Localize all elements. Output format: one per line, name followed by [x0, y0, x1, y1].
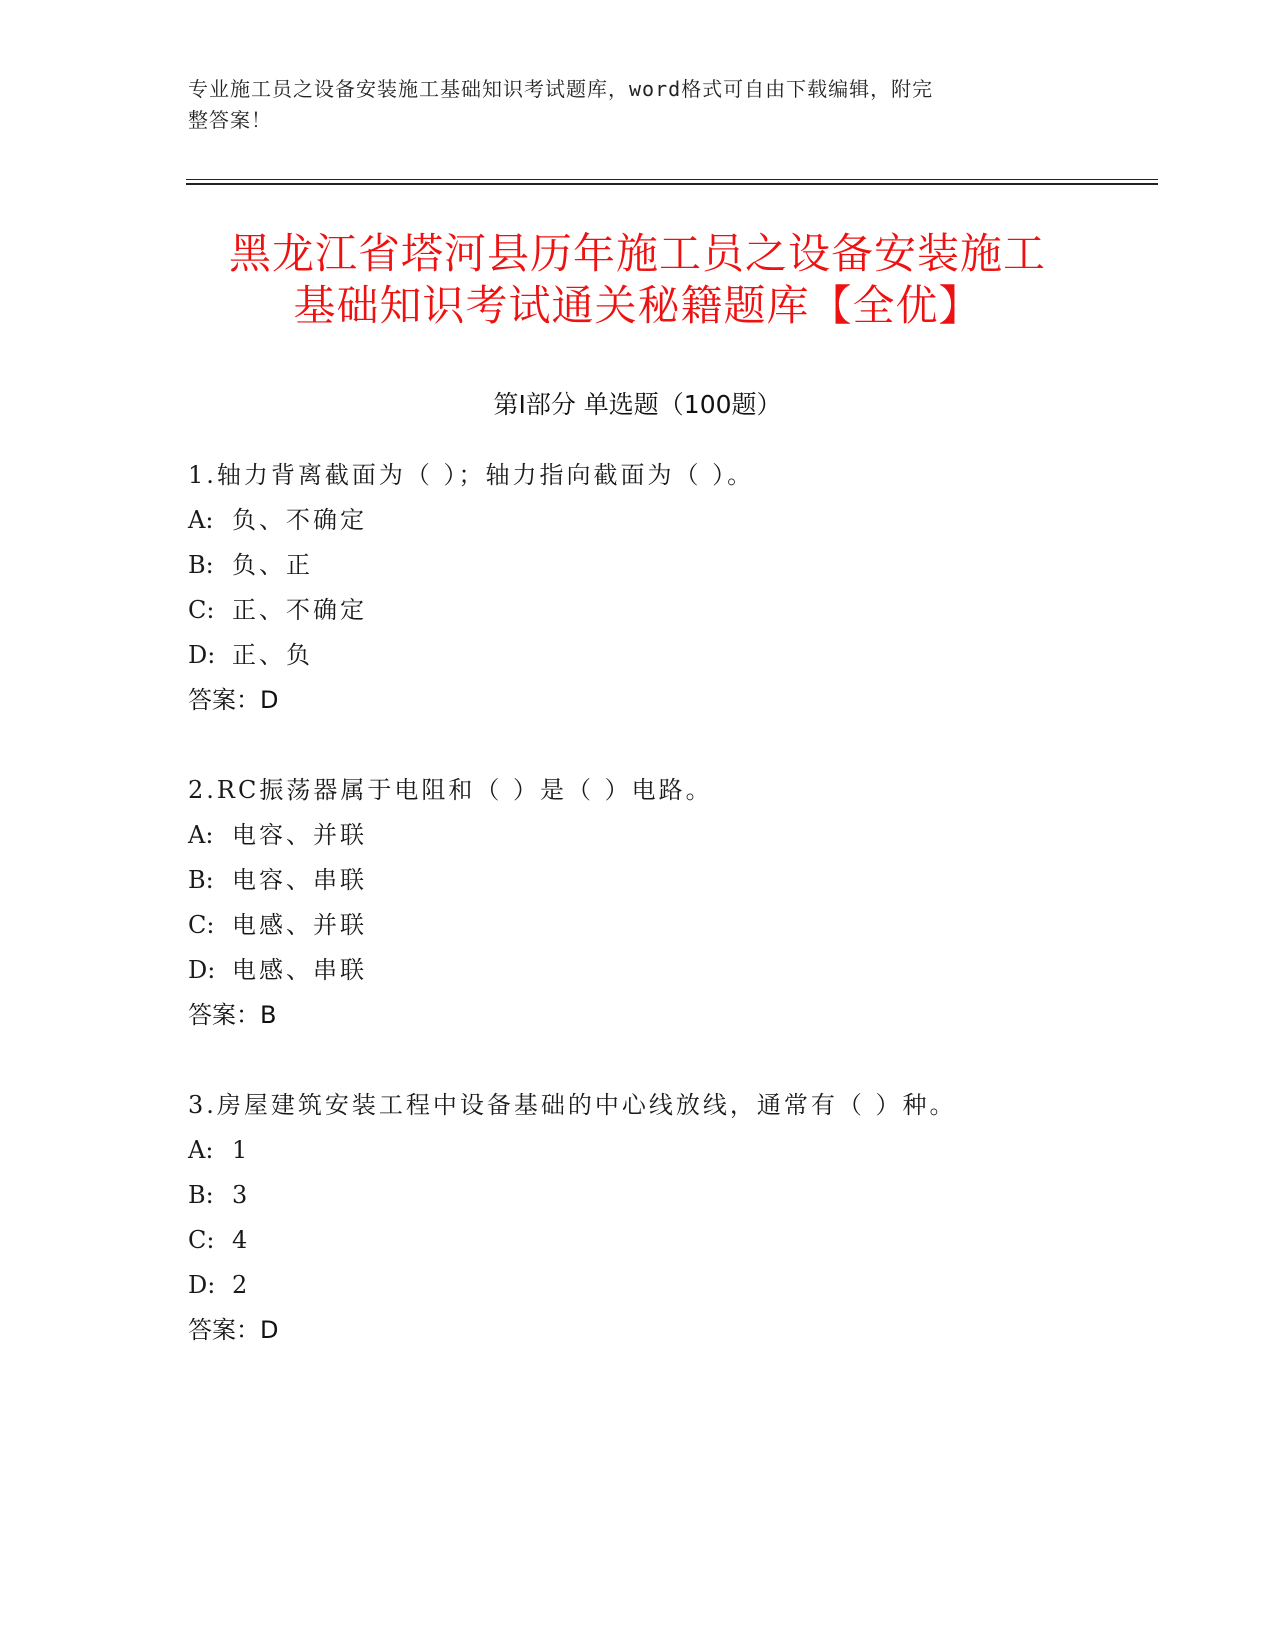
option-letter: D: [188, 641, 216, 669]
option-text: 3 [232, 1181, 251, 1209]
header-note-line-1: 专业施工员之设备安装施工基础知识考试题库，word格式可自由下载编辑，附完 [188, 77, 934, 101]
document-title-line-2: 基础知识考试通关秘籍题库【全优】 [293, 281, 982, 330]
option-letter: D: [188, 956, 216, 984]
question-answer: 答案：D [188, 1316, 279, 1344]
header-note-line-2: 整答案！ [188, 108, 272, 132]
header-divider-thin [186, 179, 1158, 180]
question-option-d [188, 948, 1088, 993]
question-option-d [188, 1263, 1088, 1308]
section-heading: 第Ⅰ部分 单选题（100题） [493, 390, 782, 419]
header-divider-thick [186, 183, 1158, 185]
option-text: 正、负 [232, 641, 313, 669]
option-letter: B: [188, 866, 214, 894]
question-option-a [188, 813, 1088, 858]
question-option-a [188, 1128, 1088, 1173]
option-text: 电容、串联 [232, 866, 367, 894]
question-stem: 2.RC振荡器属于电阻和（ ）是（ ）电路。 [188, 776, 713, 804]
option-text: 电感、串联 [232, 956, 367, 984]
option-letter: D: [188, 1271, 216, 1299]
question-2 [188, 768, 1088, 1038]
option-letter: B: [188, 1181, 214, 1209]
document-title-line-1: 黑龙江省塔河县历年施工员之设备安装施工 [228, 229, 1046, 278]
option-text: 4 [232, 1226, 251, 1254]
question-option-b [188, 858, 1088, 903]
document-title [150, 228, 1125, 332]
option-letter: C: [188, 911, 215, 939]
question-stem: 3.房屋建筑安装工程中设备基础的中心线放线，通常有（ ）种。 [188, 1091, 957, 1119]
option-letter: A: [188, 1136, 214, 1164]
option-text: 负、不确定 [232, 506, 367, 534]
question-option-a [188, 498, 1088, 543]
option-text: 电容、并联 [232, 821, 367, 849]
option-letter: A: [188, 821, 214, 849]
option-text: 2 [232, 1271, 251, 1299]
option-letter: A: [188, 506, 214, 534]
question-answer: 答案：B [188, 1001, 277, 1029]
question-option-c [188, 588, 1088, 633]
option-letter: C: [188, 596, 215, 624]
option-letter: B: [188, 551, 214, 579]
question-stem: 1.轴力背离截面为（ ）；轴力指向截面为（ ）。 [188, 461, 755, 489]
option-text: 电感、并联 [232, 911, 367, 939]
question-option-c [188, 903, 1088, 948]
option-text: 负、正 [232, 551, 313, 579]
option-text: 正、不确定 [232, 596, 367, 624]
question-option-b [188, 1173, 1088, 1218]
question-1 [188, 453, 1088, 723]
question-option-b [188, 543, 1088, 588]
option-text: 1 [232, 1136, 251, 1164]
option-letter: C: [188, 1226, 215, 1254]
question-option-c [188, 1218, 1088, 1263]
question-answer: 答案：D [188, 686, 279, 714]
question-3 [188, 1083, 1088, 1353]
document-header-note [188, 74, 1068, 136]
question-option-d [188, 633, 1088, 678]
